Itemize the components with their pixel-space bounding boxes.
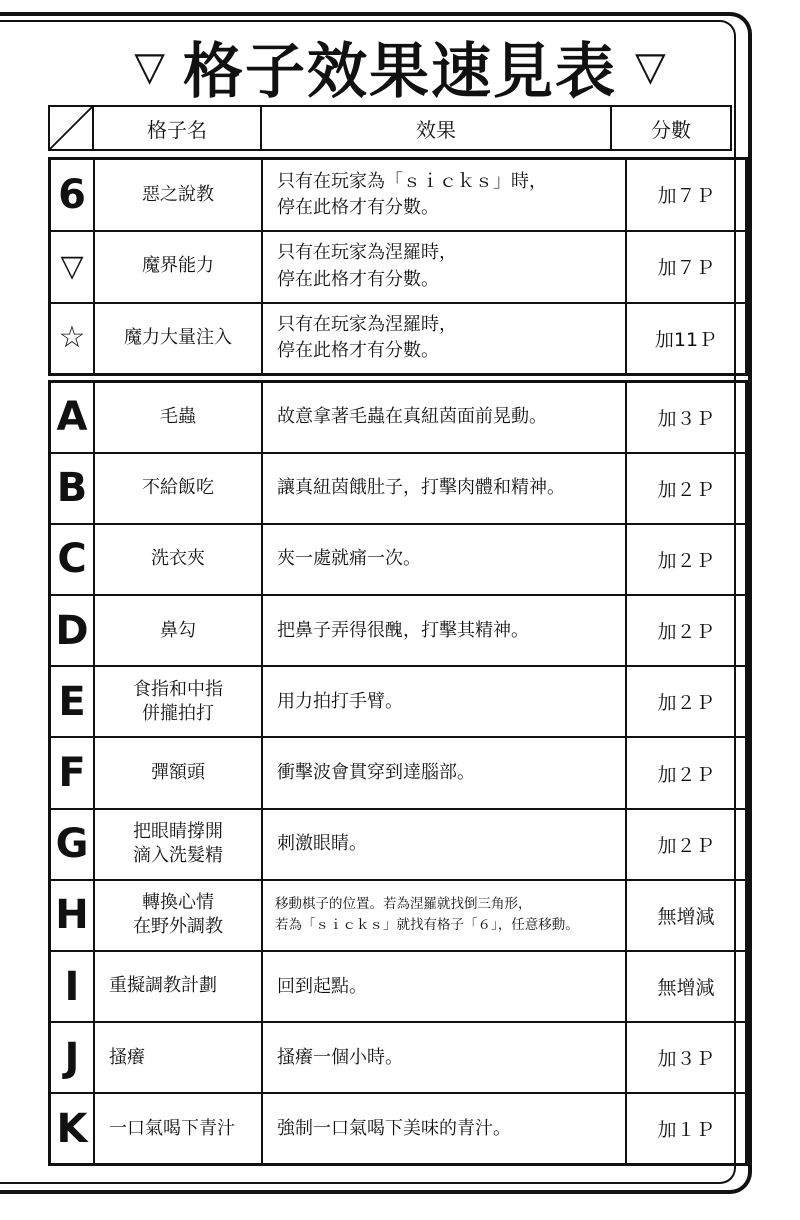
square-effect: 強制一口氣喝下美味的青汁。 (277, 1117, 511, 1139)
down-triangle-icon: ▽ (635, 44, 666, 90)
star-icon: ☆ (58, 320, 86, 356)
square-symbol: D (55, 607, 89, 654)
square-symbol: G (55, 821, 89, 868)
square-symbol: K (56, 1105, 88, 1152)
square-name-cell (94, 737, 262, 808)
square-effect-cell (262, 666, 626, 737)
square-name-cell (94, 666, 262, 737)
square-symbol: I (64, 963, 80, 1010)
table-row (50, 159, 747, 231)
square-name: 不給飯吃 (142, 477, 214, 499)
header-points: 分數 (611, 106, 731, 150)
square-symbol-cell (50, 524, 95, 595)
square-name: 魔界能力 (142, 255, 214, 277)
square-name: 一口氣喝下青汁 (109, 1117, 235, 1139)
square-symbol-cell (50, 231, 95, 303)
table-row (50, 737, 747, 808)
square-symbol-cell (50, 595, 95, 666)
square-effect: 若為「ｓｉｃｋｓ」就找有格子「６」，任意移動。 (275, 917, 579, 934)
square-name-cell (94, 231, 262, 303)
square-points: 無增減 (626, 880, 747, 951)
square-symbol-cell (50, 1093, 95, 1164)
square-effect: 只有在玩家為「ｓｉｃｋｓ」時， (277, 170, 547, 192)
square-symbol: F (58, 750, 86, 797)
square-effect-cell (262, 231, 626, 303)
square-name: 滴入洗髮精 (133, 845, 223, 867)
table-row (50, 453, 747, 524)
square-effect-cell (262, 809, 626, 880)
square-points: 加２Ｐ (626, 809, 747, 880)
square-name: 食指和中指 (133, 678, 223, 700)
square-effect-cell (262, 1022, 626, 1093)
square-symbol-cell (50, 159, 95, 231)
square-effect-cell (262, 382, 626, 453)
square-points: 加３Ｐ (626, 382, 747, 453)
square-name: 把眼睛撐開 (133, 820, 223, 842)
square-name: 洗衣夾 (151, 548, 205, 570)
square-name: 魔力大量注入 (124, 327, 232, 349)
square-points: 加11Ｐ (626, 303, 747, 375)
square-effect: 移動棋子的位置。若為涅羅就找倒三角形， (275, 895, 532, 912)
square-effect: 衝擊波會貫穿到達腦部。 (277, 761, 475, 783)
table-row (50, 595, 747, 666)
square-symbol-cell (50, 666, 95, 737)
square-effect-cell (262, 159, 626, 231)
square-points: 加２Ｐ (626, 737, 747, 808)
square-name: 併攏拍打 (142, 702, 214, 724)
square-effect-cell (262, 524, 626, 595)
square-name-cell (94, 303, 262, 375)
square-effect: 回到起點。 (277, 975, 367, 997)
square-name-cell (94, 1093, 262, 1164)
table-row (50, 382, 747, 453)
square-points: 加１Ｐ (626, 1093, 747, 1164)
letter-squares-body (50, 382, 747, 1165)
square-symbol: 6 (58, 171, 86, 218)
square-points: 加３Ｐ (626, 1022, 747, 1093)
square-name-cell (94, 382, 262, 453)
square-effect: 刺激眼睛。 (277, 833, 367, 855)
square-name: 轉換心情 (142, 892, 214, 914)
down-triangle-icon: ▽ (134, 44, 165, 90)
table-row (50, 880, 747, 951)
square-name: 在野外調教 (133, 916, 223, 938)
square-symbol: B (56, 465, 88, 512)
header-name: 格子名 (93, 106, 261, 150)
square-effect-cell (262, 880, 626, 951)
table-row (50, 666, 747, 737)
square-name-cell (94, 453, 262, 524)
square-effect: 只有在玩家為涅羅時， (277, 314, 457, 336)
square-name: 重擬調教計劃 (109, 975, 217, 997)
letter-squares-table (48, 380, 748, 1166)
square-name: 惡之說教 (142, 183, 214, 205)
table-row (50, 951, 747, 1022)
table-header (48, 105, 732, 151)
square-points: 無增減 (626, 951, 747, 1022)
page-title (0, 22, 800, 112)
table-row (50, 1022, 747, 1093)
square-effect: 夾一處就痛一次。 (277, 548, 421, 570)
square-name-cell (94, 1022, 262, 1093)
square-name-cell (94, 524, 262, 595)
square-points: 加２Ｐ (626, 524, 747, 595)
square-points: 加２Ｐ (626, 595, 747, 666)
square-effect: 停在此格才有分數。 (277, 196, 439, 218)
special-squares-table (48, 157, 748, 376)
square-symbol: E (58, 678, 86, 725)
square-effect-cell (262, 595, 626, 666)
header-corner-cell (49, 106, 93, 150)
square-effect: 用力拍打手臂。 (277, 690, 403, 712)
title-text: 格子效果速見表 (183, 37, 617, 107)
square-points: 加２Ｐ (626, 453, 747, 524)
header-effect: 效果 (261, 106, 611, 150)
table-row (50, 809, 747, 880)
square-name: 搔癢 (109, 1046, 145, 1068)
square-symbol-cell (50, 382, 95, 453)
square-name: 彈額頭 (151, 761, 205, 783)
square-effect-cell (262, 303, 626, 375)
table-row (50, 1093, 747, 1164)
square-name-cell (94, 159, 262, 231)
square-name-cell (94, 595, 262, 666)
square-symbol: H (55, 892, 89, 939)
square-symbol-cell (50, 1022, 95, 1093)
square-symbol: C (57, 536, 87, 583)
square-effect: 故意拿著毛蟲在真紐茵面前晃動。 (277, 406, 547, 428)
square-effect: 搔癢一個小時。 (277, 1046, 403, 1068)
square-points: 加７Ｐ (626, 231, 747, 303)
table-row (50, 303, 747, 375)
square-symbol-cell (50, 303, 95, 375)
square-name: 毛蟲 (160, 406, 196, 428)
square-symbol-cell (50, 453, 95, 524)
square-effect: 把鼻子弄得很醜，打擊其精神。 (277, 619, 529, 641)
special-squares-body (50, 159, 747, 375)
square-effect-cell (262, 951, 626, 1022)
square-name-cell (94, 880, 262, 951)
square-points: 加２Ｐ (626, 666, 747, 737)
square-name-cell (94, 809, 262, 880)
square-effect: 停在此格才有分數。 (277, 340, 439, 362)
down-triangle-icon: ▽ (60, 248, 84, 284)
square-effect: 讓真紐茵餓肚子，打擊肉體和精神。 (277, 477, 565, 499)
square-points: 加７Ｐ (626, 159, 747, 231)
square-symbol-cell (50, 737, 95, 808)
square-effect: 只有在玩家為涅羅時， (277, 242, 457, 264)
square-symbol-cell (50, 880, 95, 951)
square-effect: 停在此格才有分數。 (277, 268, 439, 290)
square-effect-cell (262, 453, 626, 524)
table-row (50, 524, 747, 595)
square-symbol: J (64, 1034, 80, 1081)
square-symbol: A (56, 394, 88, 441)
square-name: 鼻勾 (160, 619, 196, 641)
table-row (50, 231, 747, 303)
square-symbol-cell (50, 951, 95, 1022)
square-name-cell (94, 951, 262, 1022)
square-symbol-cell (50, 809, 95, 880)
square-effect-cell (262, 1093, 626, 1164)
square-effect-cell (262, 737, 626, 808)
